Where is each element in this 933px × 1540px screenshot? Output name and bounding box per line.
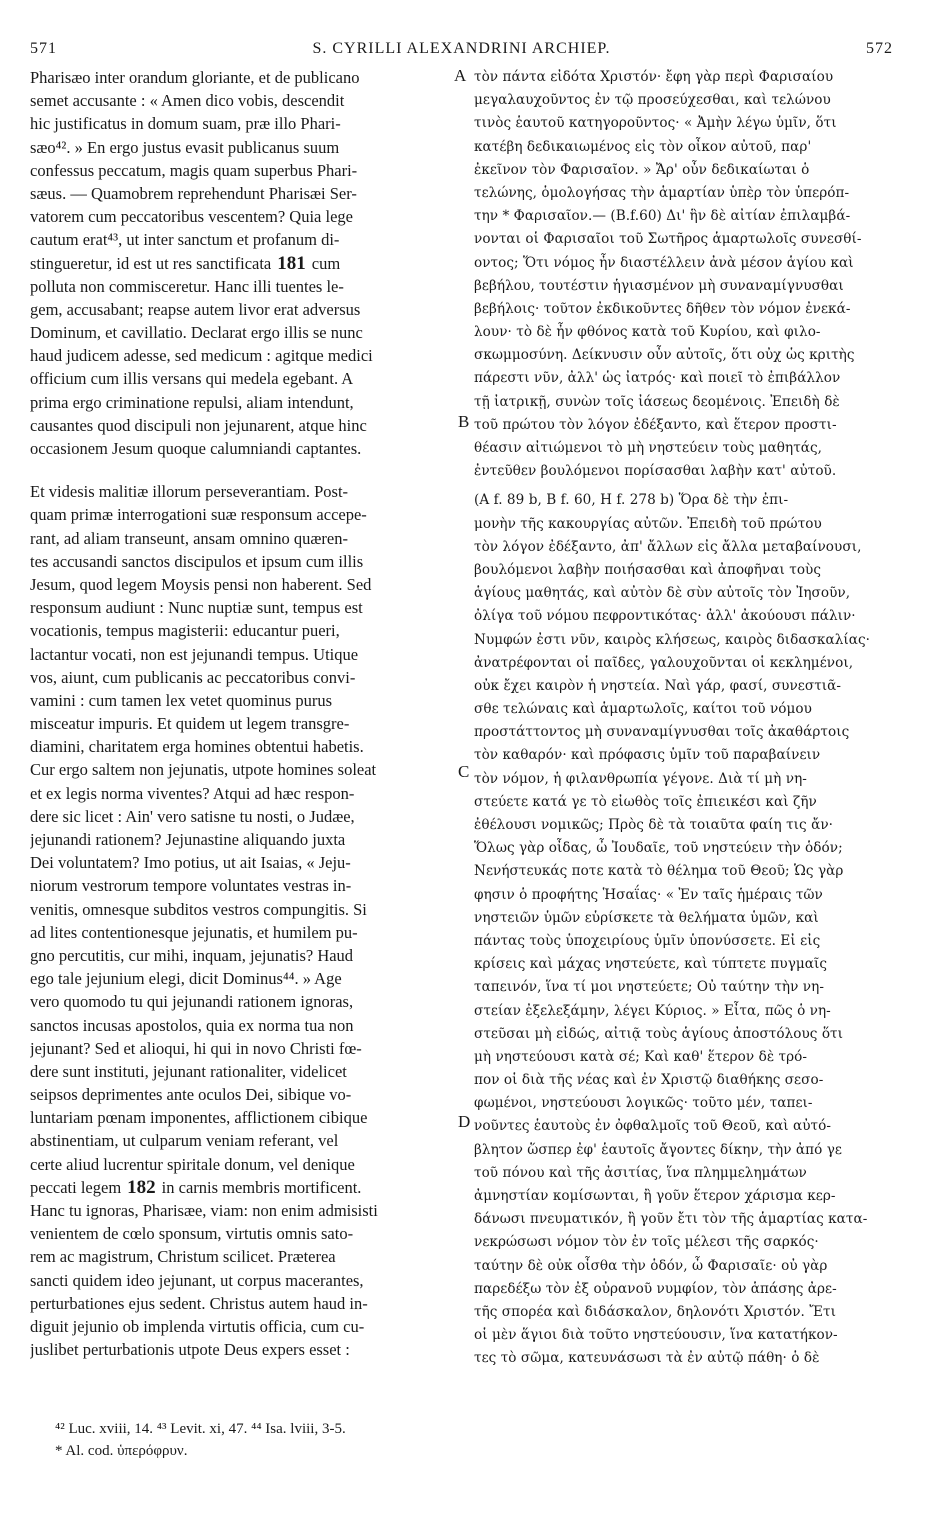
greek-text-line: ἁγίους μαθητάς, καὶ αὐτὸν δὲ σὺν αὐτοῖς τὸν Ἰησοῦν, <box>474 585 851 602</box>
latin-line-text: sanctos incusas apostolos, quia ex norma tua non <box>30 1015 354 1035</box>
page-header <box>30 40 893 64</box>
latin-line-text: vero quomodo tu qui jejunandi rationem ignoras, <box>30 992 354 1012</box>
margin-letter-c: C <box>458 762 470 781</box>
latin-line-text: certe aliud lucrentur spiritale donum, vel denique <box>30 1154 355 1174</box>
greek-text-line: κατέβη δεδικαιωμένος εἰς τὸν οἶκον αὐτοῦ, παρ' <box>474 138 812 155</box>
latin-text-line <box>30 1315 456 1338</box>
latin-text-line <box>30 619 456 642</box>
latin-line-text: Hanc tu ignoras, Pharisæe, viam: non enim admisisti <box>30 1201 378 1220</box>
latin-line-text: responsum audiunt : Nunc nuptiæ sunt, tempus est <box>30 598 363 618</box>
greek-text-line: στείαν ἐξελεξάμην, λέγει Κύριος. » Εἶτα, πῶς ὁ νη- <box>474 1002 831 1019</box>
latin-line-text: vamini : cum tamen lex vetet quominus purus <box>30 690 332 710</box>
latin-text-line <box>30 414 456 437</box>
latin-text-line <box>30 480 456 503</box>
latin-line-text: sancti quidem ideo jejunant, ut corpus macerantes, <box>30 1270 364 1290</box>
greek-text-line: τελώνης, ὁμολογήσας τὴν ἁμαρτίαν ὑπὲρ τὸν ὑπερόπ- <box>474 184 850 201</box>
latin-text-line <box>30 1060 456 1083</box>
greek-text-line: βεβήλου, τουτέστιν ἡγιασμένον μὴ συναναμίγνυσθαι <box>474 277 844 294</box>
latin-text-line <box>30 1199 456 1222</box>
column-number: 182 <box>127 1176 156 1198</box>
latin-line-text: niorum vestrorum tempore voluntates vestras in- <box>30 876 352 896</box>
greek-text-line: (A f. 89 b, B f. 60, H f. 278 b) Ὅρα δὲ τὴν ἐπι- <box>474 492 789 509</box>
greek-text-line: νεκρώσωσι νόμον τὸν ἐν τοῖς μέλεσι τῆς σαρκός· <box>474 1234 819 1251</box>
latin-text-line <box>30 874 456 897</box>
latin-line-text: quam primæ interrogationi suæ responsum accepe- <box>30 505 367 525</box>
greek-text-line: ὀλίγα τοῦ νόμου πεφροντικότας· ἀλλ' ἀκούουσι πάλιν· <box>474 608 856 625</box>
greek-text-line: φωμένοι, νηστεύουσι λογικῶς· τοῦτο μέν, ταπει- <box>474 1095 813 1112</box>
latin-line-text: Dominum, et cavillatio. Declarat ergo illis se nunc <box>30 323 363 343</box>
latin-line-tail: cum <box>311 253 341 273</box>
greek-text-line: μεγαλαυχοῦντος ἐν τῷ προσεύχεσθαι, καὶ τελώνου <box>474 92 831 109</box>
latin-line-text: ad lites contentionesque jejunatis, et humilem pu- <box>30 922 358 942</box>
latin-text-line <box>30 689 456 712</box>
greek-text-line: τὸν λόγον ἐδέξαντο, ἀπ' ἄλλων εἰς ἄλλα μεταβαίνουσι, <box>474 538 862 555</box>
latin-column <box>30 66 456 1361</box>
greek-text-line: πάρεστι νῦν, ἀλλ' ὡς ἰατρός· καὶ ποιεῖ τὸ ἐπιβάλλον <box>474 370 841 387</box>
latin-text-line <box>30 298 456 321</box>
latin-text-line <box>30 1014 456 1037</box>
footnote-line: * Al. cod. ὑπερόφρυν. <box>55 1443 188 1459</box>
greek-text-line: θέασιν αἰτιώμενοι τὸ μὴ νηστεύειν τοὺς μαθητάς, <box>474 440 823 456</box>
page-number-right: 572 <box>866 40 893 57</box>
latin-line-text: ego tale jejunium elegi, dicit Dominus⁴⁴. » Age <box>30 969 342 989</box>
latin-line-text: gem, accusabant; reapse autem livor erat adversus <box>30 299 361 319</box>
greek-text-line: τινὸς ἑαυτοῦ κατηγοροῦντος· « Ἀμὴν λέγω ὑμῖν, ὅτι <box>474 115 837 132</box>
latin-text-line <box>30 1245 456 1268</box>
latin-text-line <box>30 527 456 550</box>
greek-text-line: Ὅλως γὰρ οἶδας, ὦ Ἰουδαῖε, τοῦ νηστεύειν τὴν ὁδόν; <box>474 840 843 857</box>
latin-text-line <box>30 159 456 182</box>
latin-line-text: vos, aiunt, cum publicanis ac peccatoribus convi- <box>30 667 356 687</box>
margin-letter-a: A <box>454 66 467 85</box>
margin-letter-b: B <box>458 412 470 431</box>
latin-line-text: vatorem cum peccatoribus vescentem? Quia lege <box>30 207 353 227</box>
latin-text-line <box>30 1269 456 1292</box>
greek-text-line: νηστειῶν ὑμῶν εὑρίσκετε τὰ θελήματα ὑμῶν, καὶ <box>474 909 819 926</box>
greek-text-line: ἀνατρέφονται οἱ παῖδες, γαλουχοῦνται οἱ κεκλημένοι, <box>474 654 854 671</box>
latin-line-text: rem ac magistrum, Christum scilicet. Præterea <box>30 1247 336 1267</box>
greek-text-line: ταύτην δὲ οὐκ οἶσθα τὴν ὁδόν, ὦ Φαρισαῖε· οὐ γὰρ <box>474 1257 828 1274</box>
latin-text-line <box>30 344 456 367</box>
latin-text-line <box>30 967 456 990</box>
latin-text-line <box>30 735 456 758</box>
latin-text-line <box>30 437 456 460</box>
latin-line-text: juslibet perturbationis utpote Deus expers esset : <box>30 1340 350 1360</box>
latin-line-text: perturbationes ejus sedent. Christus autem haud in- <box>30 1293 368 1313</box>
greek-text-line: μὴ νηστεύουσι κατὰ σέ; Καὶ καθ' ἕτερον δὲ τρό- <box>474 1048 808 1065</box>
latin-text-line <box>30 758 456 781</box>
latin-line-text: et ex legis norma viventes? Atqui ad hæc respon- <box>30 783 355 803</box>
latin-text-line <box>30 391 456 414</box>
greek-text-line: στεύετε κατά γε τὸ εἰωθὸς τοῖς ἐπιεικέσι καὶ ζῆν <box>474 793 817 810</box>
greek-text-line: στεῦσαι μὴ εἰδώς, αἰτιᾷ τοὺς ἁγίους ἀποστόλους ὅτι <box>474 1025 844 1042</box>
latin-line-text: venientem de cœlo sponsum, virtutis omnis sato- <box>30 1224 354 1244</box>
latin-line-text: polluta non commisceretur. Hanc illi tuentes le- <box>30 276 344 296</box>
latin-text-line <box>30 1292 456 1315</box>
latin-text-line <box>30 66 456 89</box>
greek-text-line: τῇ ἰατρικῇ, συνὼν τοῖς ἰάσεως δεομένοις. Ἐπειδὴ δὲ <box>474 393 840 410</box>
latin-line-text: haud judicem adesse, sed medicum : agitque medici <box>30 346 373 366</box>
latin-text-line <box>30 252 456 275</box>
latin-text-line <box>30 596 456 619</box>
greek-text-line: τὸν νόμον, ἡ φιλανθρωπία γέγονε. Διὰ τί μὴ νη- <box>474 770 807 787</box>
latin-line-text: hic justificatus in domum suam, præ illo Phari- <box>30 114 341 134</box>
latin-text-line <box>30 712 456 735</box>
latin-text-line <box>30 550 456 573</box>
latin-text-line <box>30 89 456 112</box>
latin-line-text: dere sunt instituti, jejunant rationaliter, videlicet <box>30 1061 347 1081</box>
running-title: S. CYRILLI ALEXANDRINI ARCHIEP. <box>312 40 611 57</box>
latin-text-line <box>30 898 456 921</box>
latin-text-line <box>30 1106 456 1129</box>
latin-line-text: jejunandi rationem? Jejunastine aliquando juxta <box>30 830 346 849</box>
latin-line-text: causantes quod discipuli non jejunarent, atque hinc <box>30 415 367 435</box>
latin-line-text: diamini, charitatem erga homines obtentui habetis. <box>30 737 364 757</box>
page-number-left: 571 <box>30 40 57 57</box>
greek-text-line: παρεδέξω τὸν ἐξ οὐρανοῦ νυμφίον, τὸν ἁπάσης ἀρε- <box>474 1280 837 1297</box>
greek-text-line: νοῦντες ἑαυτοὺς ἐν ὀφθαλμοῖς τοῦ Θεοῦ, καὶ αὐτό- <box>474 1118 831 1135</box>
column-number: 181 <box>277 252 306 274</box>
latin-text-line <box>30 1129 456 1152</box>
latin-text-line <box>30 921 456 944</box>
latin-line-text: vocationis, tempus magisterii: educantur pueri, <box>30 621 340 641</box>
latin-text-line <box>30 573 456 596</box>
greek-text-line: τοῦ πόνου καὶ τῆς ἀσιτίας, ἵνα πλημμελημάτων <box>474 1164 807 1181</box>
greek-text-line: φησιν ὁ προφήτης Ἡσαΐας· « Ἐν ταῖς ἡμέραις τῶν <box>474 886 823 903</box>
latin-text-line <box>30 851 456 874</box>
greek-text-line: δάνωσι πνευματικόν, ἢ γοῦν ἔτι τὸν τῆς ἁμαρτίας κατα- <box>474 1211 868 1228</box>
latin-text-line <box>30 321 456 344</box>
latin-text-line <box>30 1083 456 1106</box>
greek-text-line: τες τὸ σῶμα, κατευνάσωσι τὰ ἐν αὐτῷ πάθη· ὁ δὲ <box>474 1350 820 1367</box>
latin-line-text: Pharisæo inter orandum gloriante, et de publicano <box>30 68 360 87</box>
latin-line-text: prima ergo criminatione repulsi, aliam intendunt, <box>30 392 354 412</box>
greek-text-line: βεβήλοις· τοῦτον ἐκδικοῦντες δῆθεν τὸν νόμον ἐνεκά- <box>474 300 851 317</box>
latin-text-line <box>30 643 456 666</box>
latin-line-text: misceatur impuris. Et quidem ut legem transgre- <box>30 714 350 734</box>
greek-text-line: κρίσεις καὶ μάχας νηστεύετε, καὶ τύπτετε πυγμαῖς <box>474 956 828 973</box>
greek-text-line: προστάττοντος μὴ συναναμίγνυσθαι τοῖς ἀκαθάρτοις <box>474 724 850 741</box>
greek-text-line: τοῦ πρώτου τὸν λόγον ἐδέξαντο, καὶ ἕτερον προστι- <box>474 416 837 433</box>
latin-text-line <box>30 367 456 390</box>
latin-line-text: seipsos deprimentes ante oculos Dei, sibique vo- <box>30 1085 352 1105</box>
greek-text-line: ἐκεῖνον τὸν Φαρισαῖον. » Ἄρ' οὖν δεδικαίωται ὁ <box>474 161 810 178</box>
greek-text-line: λουν· τὸ δὲ ἦν φθόνος κατὰ τοῦ Κυρίου, καὶ φιλο- <box>474 324 821 341</box>
latin-line-text: peccati legem <box>30 1177 122 1197</box>
latin-line-text: occasionem Jesum quoque calumniandi captantes. <box>30 439 362 458</box>
latin-text-line <box>30 666 456 689</box>
greek-text-line: πάντας τοὺς ὑποχειρίους ὑμῖν ὑπονύσσετε. Εἰ εἰς <box>474 932 821 949</box>
greek-text-line: τὸν πάντα εἰδότα Χριστόν· ἔφη γὰρ περὶ Φαρισαίου <box>474 69 834 85</box>
latin-line-text: sæus. — Quamobrem reprehendunt Pharisæi Ser- <box>30 183 357 203</box>
greek-text-line: ἐντεῦθεν βουλόμενοι πορίσασθαι λαβὴν κατ' αὐτοῦ. <box>474 463 837 480</box>
greek-text-line: την * Φαρισαῖον.— (B.f.60) Δι' ἣν δὲ αἰτίαν ἐπιλαμβά- <box>474 208 851 225</box>
latin-text-line <box>30 990 456 1013</box>
latin-line-text: sæo⁴². » En ergo justus evasit publicanus suum <box>30 137 340 157</box>
latin-text-line <box>30 228 456 251</box>
latin-text-line <box>30 275 456 298</box>
greek-column <box>474 66 908 1371</box>
latin-line-text: dere sic licet : Ain' vero satisne tu nosti, o Judæe, <box>30 806 355 826</box>
latin-line-tail: in carnis membris mortificent. <box>161 1177 362 1197</box>
greek-text-line: ἀμνηστίαν κομίσωνται, ἢ γοῦν ἕτερον χάρισμα κερ- <box>474 1188 836 1204</box>
latin-text-line <box>30 1176 456 1199</box>
margin-letter-d: D <box>458 1112 471 1131</box>
latin-line-text: abstinentiam, ut culparum veniam referant, vel <box>30 1131 339 1151</box>
latin-line-text: Dei voluntatem? Imo potius, ut ait Isaias, « Jeju- <box>30 853 351 873</box>
greek-text-line: Νυμφών ἐστι νῦν, καιρὸς κλήσεως, καιρὸς διδασκαλίας· <box>474 631 871 648</box>
greek-text-line: οἱ μὲν ἅγιοι διὰ τοῦτο νηστεύουσιν, ἵνα κατατήκον- <box>474 1327 838 1344</box>
latin-text-line <box>30 782 456 805</box>
latin-text-line <box>30 182 456 205</box>
footnotes <box>55 1418 346 1462</box>
latin-text-line <box>30 205 456 228</box>
latin-text-line <box>30 944 456 967</box>
greek-text-line: μονὴν τῆς κακουργίας αὐτῶν. Ἐπειδὴ τοῦ πρώτου <box>474 515 822 532</box>
latin-line-text: Jesum, quod legem Moysis pensi non haberent. Sed <box>30 574 372 594</box>
latin-line-text: diguit jejunio ob implenda virtutis officia, cum cu- <box>30 1316 365 1336</box>
footnote-line: ⁴² Luc. xviii, 14. ⁴³ Levit. xi, 47. ⁴⁴ Isa. lviii, 3-5. <box>55 1421 346 1437</box>
latin-line-text: officium cum illis versans qui medela egebant. A <box>30 369 354 389</box>
latin-line-text: rant, ad aliam transeunt, ansam omnino quæren- <box>30 528 348 548</box>
latin-text-line <box>30 1153 456 1176</box>
latin-line-text: stingueretur, id est ut res sanctificata <box>30 253 272 273</box>
latin-line-text: luntariam pœnam imponentes, afflictionem cibique <box>30 1108 368 1128</box>
greek-text-line: σθε τελώναις καὶ ἁμαρτωλοῖς, καίτοι τοῦ νόμου <box>474 701 812 718</box>
greek-text-line: τῆς σπορέα καὶ διδάσκαλον, δηλονότι Χριστόν. Ἔτι <box>474 1303 836 1320</box>
latin-text-line <box>30 1037 456 1060</box>
latin-line-text: gno percutitis, cur mihi, inquam, jejunatis? Haud <box>30 945 354 965</box>
latin-line-text: tes accusandi sanctos discipulos et ipsum cum illis <box>30 551 364 571</box>
greek-text-line: τὸν καθαρόν· καὶ πρόφασις ὑμῖν τοῦ παραβαίνειν <box>474 747 821 764</box>
latin-text-line <box>30 136 456 159</box>
greek-text-line: νονται οἱ Φαρισαῖοι τοῦ Σωτῆρος ἁμαρτωλοῖς συνεσθί- <box>474 231 862 248</box>
latin-line-text: semet accusante : « Amen dico vobis, descendit <box>30 91 345 111</box>
latin-text-line <box>30 503 456 526</box>
latin-text-line <box>30 1222 456 1245</box>
greek-text-line: οντος; Ὅτι νόμος ἦν διαστέλλειν ἀνὰ μέσον ἁγίου καὶ <box>474 254 854 271</box>
latin-text-line <box>30 805 456 828</box>
latin-line-text: venitis, omnesque subditos vestros compungitis. Si <box>30 899 367 919</box>
latin-text-line <box>30 1338 456 1361</box>
greek-text-line: βλητον ὥσπερ ἐφ' ἑαυτοῖς ἄγοντες δίκην, τὴν ἀπό γε <box>474 1141 842 1158</box>
latin-text-line <box>30 828 456 851</box>
greek-text-line: βουλόμενοι λαβὴν ποιήσασθαι καὶ ἀποφῆναι τοὺς <box>474 561 822 578</box>
greek-text-line: Νενήστευκάς ποτε κατὰ τὸ θέλημα τοῦ Θεοῦ; Ὡς γὰρ <box>474 863 844 880</box>
latin-line-text: lactantur vocati, non est jejunandi tempus. Utique <box>30 644 359 664</box>
latin-line-text: confessus peccatum, magis quam superbus Phari- <box>30 160 358 180</box>
greek-text-line: ἐθέλουσι νομικῶς; Πρὸς δὲ τὰ τοιαῦτα φαίη τις ἄν· <box>474 817 833 833</box>
latin-line-text: jejunant? Sed et alioqui, hi qui in novo Christi fœ- <box>30 1038 362 1058</box>
greek-text-line: πον οἱ διὰ τῆς νέας καὶ ἐν Χριστῷ διαθήκης σεσο- <box>474 1072 824 1089</box>
latin-line-text: Et videsis malitiæ illorum perseverantiam. Post- <box>30 482 349 502</box>
latin-line-text: cautum erat⁴³, ut inter sanctum et profanum di- <box>30 230 340 250</box>
greek-text-line: ταπεινόν, ἵνα τί μοι νηστεύετε; Οὐ ταύτην τὴν νη- <box>474 979 824 996</box>
greek-text-line: σκωμμοσύνη. Δείκνυσιν οὖν αὐτοῖς, ὅτι οὐχ ὡς κριτὴς <box>474 347 855 364</box>
latin-line-text: Cur ergo saltem non jejunatis, utpote homines soleat <box>30 760 377 780</box>
latin-text-line <box>30 112 456 135</box>
greek-text-line: οὐκ ἔχει καιρὸν ἡ νηστεία. Ναὶ γάρ, φασί, συνεστιᾶ- <box>474 677 842 694</box>
